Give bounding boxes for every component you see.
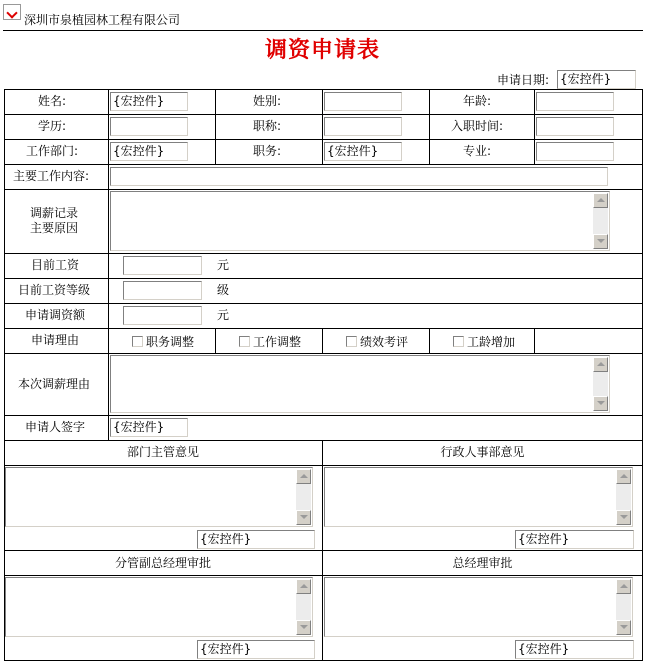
position-field[interactable]: {宏控件} [324, 142, 402, 161]
job-content-field[interactable] [110, 167, 608, 186]
scroll-up-icon[interactable] [616, 469, 631, 484]
hr-sign-field[interactable]: {宏控件} [515, 530, 634, 549]
company-name: 深圳市泉植园林工程有限公司 [24, 13, 181, 27]
apply-date-field[interactable]: {宏控件} [557, 70, 636, 89]
requested-amount-field[interactable] [123, 306, 202, 325]
dept-head-opinion-header: 部门主管意见 [126, 445, 199, 459]
scroll-down-icon[interactable] [593, 234, 608, 249]
hr-opinion-textarea[interactable] [324, 467, 633, 527]
grid-line [108, 89, 109, 440]
apply-date-label: 申请日期: [497, 73, 550, 87]
scroll-down-icon[interactable] [296, 620, 311, 635]
grid-line [534, 328, 535, 353]
position-label: 职务: [253, 144, 282, 158]
scroll-down-icon[interactable] [616, 510, 631, 525]
grid-line [4, 278, 643, 279]
education-field[interactable] [110, 117, 188, 136]
grid-line [4, 440, 643, 441]
scrollbar[interactable] [593, 357, 608, 411]
dept-head-opinion-textarea[interactable] [5, 467, 313, 527]
job-title-label: 职称: [253, 119, 282, 133]
current-salary-label: 目前工资 [31, 258, 80, 272]
current-level-label: 日前工资等级 [18, 283, 91, 297]
grid-line [429, 328, 430, 353]
grid-line [322, 328, 323, 353]
record-label-1: 调薪记录 [30, 206, 79, 220]
age-field[interactable] [536, 92, 614, 111]
gm-approval-textarea[interactable] [324, 577, 633, 637]
reason-checkbox-2[interactable] [239, 336, 250, 347]
grid-line [215, 89, 216, 164]
grid-line [4, 89, 5, 661]
scrollbar[interactable] [296, 579, 311, 635]
scroll-up-icon[interactable] [296, 579, 311, 594]
scrollbar[interactable] [616, 579, 631, 635]
scroll-up-icon[interactable] [593, 193, 608, 208]
hire-date-label: 入职时间: [451, 119, 504, 133]
job-title-field[interactable] [324, 117, 402, 136]
scroll-up-icon[interactable] [616, 579, 631, 594]
this-reason-label: 本次调薪理由 [18, 377, 91, 391]
scrollbar[interactable] [296, 469, 311, 525]
age-label: 年龄: [463, 94, 492, 108]
scroll-down-icon[interactable] [296, 510, 311, 525]
yuan-unit-2: 元 [217, 308, 230, 322]
grid-line [4, 139, 643, 140]
name-field[interactable]: {宏控件} [110, 92, 188, 111]
grid-line [4, 303, 643, 304]
reason-option-3: 绩效考评 [360, 335, 409, 349]
grid-line [4, 253, 643, 254]
form-title: 调资申请表 [264, 37, 380, 63]
gender-field[interactable] [324, 92, 402, 111]
reason-checkbox-4[interactable] [453, 336, 464, 347]
vp-sign-field[interactable]: {宏控件} [197, 640, 315, 659]
job-content-label: 主要工作内容: [13, 169, 90, 183]
grid-line [4, 550, 643, 551]
header-rule [3, 30, 643, 31]
current-salary-field[interactable] [123, 256, 202, 275]
hire-date-field[interactable] [536, 117, 614, 136]
grid-line [534, 89, 535, 164]
scrollbar[interactable] [593, 193, 608, 249]
reason-option-1: 职务调整 [146, 335, 195, 349]
record-label-2: 主要原因 [30, 221, 79, 235]
grid-line [4, 328, 643, 329]
grid-line [642, 89, 643, 661]
reason-label: 申请理由 [31, 333, 80, 347]
grid-line [215, 328, 216, 353]
logo-icon [3, 4, 21, 20]
grid-line [4, 164, 643, 165]
grid-line [4, 189, 643, 190]
name-label: 姓名: [38, 94, 67, 108]
dept-head-sign-field[interactable]: {宏控件} [197, 530, 315, 549]
major-label: 专业: [463, 144, 492, 158]
major-field[interactable] [536, 142, 614, 161]
reason-option-4: 工龄增加 [467, 335, 516, 349]
applicant-sign-label: 申请人签字 [25, 420, 86, 434]
gm-sign-field[interactable]: {宏控件} [515, 640, 634, 659]
scroll-down-icon[interactable] [616, 620, 631, 635]
hr-opinion-header: 行政人事部意见 [440, 445, 525, 459]
department-field[interactable]: {宏控件} [110, 142, 188, 161]
grid-line [322, 440, 323, 661]
education-label: 学历: [38, 119, 67, 133]
salary-record-textarea[interactable] [110, 191, 610, 251]
this-reason-textarea[interactable] [110, 355, 610, 413]
gm-approval-header: 总经理审批 [452, 556, 513, 570]
department-label: 工作部门: [26, 144, 79, 158]
scrollbar[interactable] [616, 469, 631, 525]
yuan-unit: 元 [217, 258, 230, 272]
scroll-up-icon[interactable] [296, 469, 311, 484]
requested-amount-label: 申请调资额 [25, 308, 86, 322]
grid-line [4, 575, 643, 576]
grid-line [322, 89, 323, 164]
grid-line [4, 89, 643, 90]
scroll-up-icon[interactable] [593, 357, 608, 372]
scroll-down-icon[interactable] [593, 396, 608, 411]
grid-line [4, 465, 643, 466]
vp-approval-header: 分管副总经理审批 [114, 556, 211, 570]
grid-line [4, 415, 643, 416]
applicant-sign-field[interactable]: {宏控件} [110, 418, 188, 437]
grid-line [4, 114, 643, 115]
gender-label: 姓别: [253, 94, 282, 108]
vp-approval-textarea[interactable] [5, 577, 313, 637]
grid-line [429, 89, 430, 164]
level-unit: 级 [217, 283, 230, 297]
grid-line [4, 353, 643, 354]
reason-checkbox-1[interactable] [132, 336, 143, 347]
reason-option-2: 工作调整 [253, 335, 302, 349]
grid-line [4, 660, 643, 661]
reason-checkbox-3[interactable] [346, 336, 357, 347]
current-level-field[interactable] [123, 281, 202, 300]
